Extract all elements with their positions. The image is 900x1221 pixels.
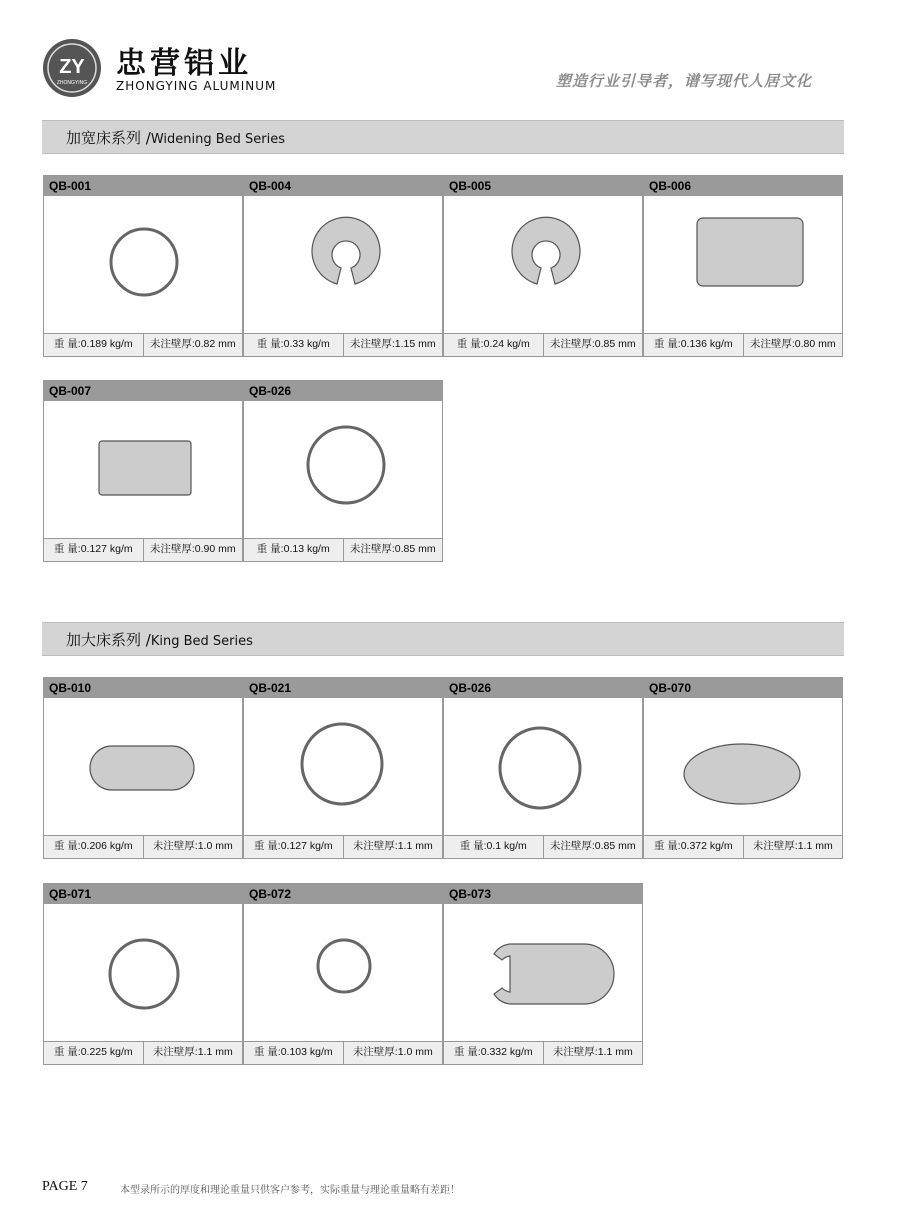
thickness-label: 未注壁厚: — [752, 840, 798, 852]
profile-drawing — [44, 904, 242, 1038]
weight-value: 0.24 kg/m — [483, 338, 530, 350]
logo-text: ZY — [59, 56, 85, 78]
thickness-value: 0.80 mm — [794, 338, 836, 350]
weight-value: 0.372 kg/m — [680, 840, 733, 852]
thickness-value: 1.15 mm — [394, 338, 436, 350]
section-title-cn: 加大床系列 / — [66, 631, 151, 649]
profile-drawing — [444, 196, 642, 330]
thickness-value: 0.85 mm — [394, 543, 436, 555]
product-card — [243, 883, 443, 1065]
thickness-value: 1.1 mm — [797, 840, 833, 852]
weight-label: 重 量: — [53, 543, 81, 555]
weight-value: 0.103 kg/m — [280, 1046, 333, 1058]
section-king-bed — [42, 622, 844, 656]
weight-cell — [244, 539, 344, 561]
thickness-label: 未注壁厚: — [149, 338, 195, 350]
product-card — [643, 677, 843, 859]
weight-label: 重 量: — [456, 338, 484, 350]
product-code: QB-005 — [444, 176, 642, 196]
weight-value: 0.206 kg/m — [80, 840, 133, 852]
weight-label: 重 量: — [53, 338, 81, 350]
spec-row — [244, 835, 442, 858]
brand-name-cn: 忠营铝业 — [116, 46, 252, 81]
weight-label: 重 量: — [256, 338, 284, 350]
weight-value: 0.13 kg/m — [283, 543, 330, 555]
weight-cell — [644, 334, 744, 356]
weight-value: 0.1 kg/m — [486, 840, 527, 852]
thickness-value: 0.85 mm — [594, 840, 636, 852]
product-code: QB-070 — [644, 678, 842, 698]
section-title-en: King Bed Series — [150, 634, 253, 649]
weight-cell — [44, 539, 144, 561]
thickness-cell — [344, 334, 443, 356]
thickness-label: 未注壁厚: — [549, 840, 595, 852]
thickness-value: 0.85 mm — [594, 338, 636, 350]
product-code: QB-004 — [244, 176, 442, 196]
weight-label: 重 量: — [53, 1046, 81, 1058]
thickness-value: 1.1 mm — [397, 840, 433, 852]
thickness-label: 未注壁厚: — [152, 840, 198, 852]
thickness-label: 未注壁厚: — [149, 543, 195, 555]
profile-drawing — [244, 698, 442, 832]
product-card — [643, 175, 843, 357]
thickness-cell — [344, 836, 443, 858]
weight-value: 0.225 kg/m — [80, 1046, 133, 1058]
profile-drawing — [244, 196, 442, 330]
profile-drawing — [444, 698, 642, 832]
weight-value: 0.127 kg/m — [280, 840, 333, 852]
product-card — [443, 677, 643, 859]
product-card — [43, 677, 243, 859]
weight-cell — [44, 334, 144, 356]
product-code: QB-073 — [444, 884, 642, 904]
spec-row — [44, 835, 242, 858]
thickness-cell — [344, 539, 443, 561]
weight-cell — [644, 836, 744, 858]
spec-row — [644, 835, 842, 858]
profile-drawing — [44, 698, 242, 832]
profile-drawing — [44, 401, 242, 535]
thickness-label: 未注壁厚: — [352, 1046, 398, 1058]
product-code: QB-007 — [44, 381, 242, 401]
weight-cell — [444, 1042, 544, 1064]
thickness-label: 未注壁厚: — [349, 338, 395, 350]
logo-subtext: ZHONGYING — [56, 80, 88, 86]
product-code: QB-010 — [44, 678, 242, 698]
weight-label: 重 量: — [653, 840, 681, 852]
spec-row — [444, 333, 642, 356]
weight-value: 0.136 kg/m — [680, 338, 733, 350]
page-number: PAGE 7 — [42, 1179, 88, 1194]
profile-drawing — [644, 698, 842, 832]
thickness-label: 未注壁厚: — [552, 1046, 598, 1058]
weight-label: 重 量: — [53, 840, 81, 852]
slogan: 塑造行业引导者，谱写现代人居文化 — [555, 72, 812, 90]
weight-cell — [44, 1042, 144, 1064]
product-code: QB-071 — [44, 884, 242, 904]
weight-cell — [444, 836, 544, 858]
brand-name-en: ZHONGYING ALUMINUM — [116, 79, 277, 93]
spec-row — [444, 1041, 642, 1064]
thickness-cell — [744, 334, 843, 356]
thickness-cell — [544, 1042, 643, 1064]
weight-label: 重 量: — [453, 1046, 481, 1058]
product-card — [243, 175, 443, 357]
thickness-cell — [144, 1042, 243, 1064]
profile-drawing — [644, 196, 842, 330]
spec-row — [44, 333, 242, 356]
section-title-cn: 加宽床系列 / — [66, 129, 151, 147]
weight-cell — [244, 334, 344, 356]
profile-drawing — [44, 196, 242, 330]
spec-row — [644, 333, 842, 356]
spec-row — [244, 333, 442, 356]
weight-label: 重 量: — [253, 1046, 281, 1058]
weight-cell — [44, 836, 144, 858]
brand-logo — [42, 38, 102, 98]
footer-note: 本型录所示的厚度和理论重量只供客户参考，实际重量与理论重量略有差距！ — [120, 1185, 460, 1196]
thickness-cell — [144, 334, 243, 356]
thickness-cell — [344, 1042, 443, 1064]
section-title-en: Widening Bed Series — [150, 132, 286, 147]
product-card — [43, 175, 243, 357]
product-code: QB-072 — [244, 884, 442, 904]
thickness-value: 1.1 mm — [597, 1046, 633, 1058]
thickness-value: 0.90 mm — [194, 543, 236, 555]
thickness-label: 未注壁厚: — [152, 1046, 198, 1058]
weight-value: 0.127 kg/m — [80, 543, 133, 555]
spec-row — [44, 538, 242, 561]
product-code: QB-026 — [444, 678, 642, 698]
profile-drawing — [444, 904, 642, 1038]
product-code: QB-001 — [44, 176, 242, 196]
spec-row — [44, 1041, 242, 1064]
weight-cell — [244, 1042, 344, 1064]
weight-label: 重 量: — [459, 840, 487, 852]
profile-drawing — [244, 904, 442, 1038]
spec-row — [244, 538, 442, 561]
thickness-cell — [744, 836, 843, 858]
thickness-value: 1.0 mm — [197, 840, 233, 852]
spec-row — [244, 1041, 442, 1064]
weight-cell — [444, 334, 544, 356]
product-card — [243, 380, 443, 562]
product-code: QB-021 — [244, 678, 442, 698]
thickness-value: 0.82 mm — [194, 338, 236, 350]
thickness-label: 未注壁厚: — [349, 543, 395, 555]
thickness-label: 未注壁厚: — [549, 338, 595, 350]
weight-label: 重 量: — [253, 840, 281, 852]
weight-value: 0.332 kg/m — [480, 1046, 533, 1058]
product-card — [43, 883, 243, 1065]
thickness-cell — [544, 334, 643, 356]
section-widening-bed — [42, 120, 844, 154]
product-card — [443, 175, 643, 357]
weight-value: 0.33 kg/m — [283, 338, 330, 350]
thickness-value: 1.1 mm — [197, 1046, 233, 1058]
thickness-cell — [144, 836, 243, 858]
product-card — [443, 883, 643, 1065]
thickness-label: 未注壁厚: — [352, 840, 398, 852]
weight-label: 重 量: — [256, 543, 284, 555]
product-card — [43, 380, 243, 562]
product-code: QB-006 — [644, 176, 842, 196]
product-code: QB-026 — [244, 381, 442, 401]
thickness-cell — [544, 836, 643, 858]
weight-label: 重 量: — [653, 338, 681, 350]
thickness-label: 未注壁厚: — [749, 338, 795, 350]
weight-cell — [244, 836, 344, 858]
thickness-value: 1.0 mm — [397, 1046, 433, 1058]
weight-value: 0.189 kg/m — [80, 338, 133, 350]
product-card — [243, 677, 443, 859]
spec-row — [444, 835, 642, 858]
profile-drawing — [244, 401, 442, 535]
thickness-cell — [144, 539, 243, 561]
